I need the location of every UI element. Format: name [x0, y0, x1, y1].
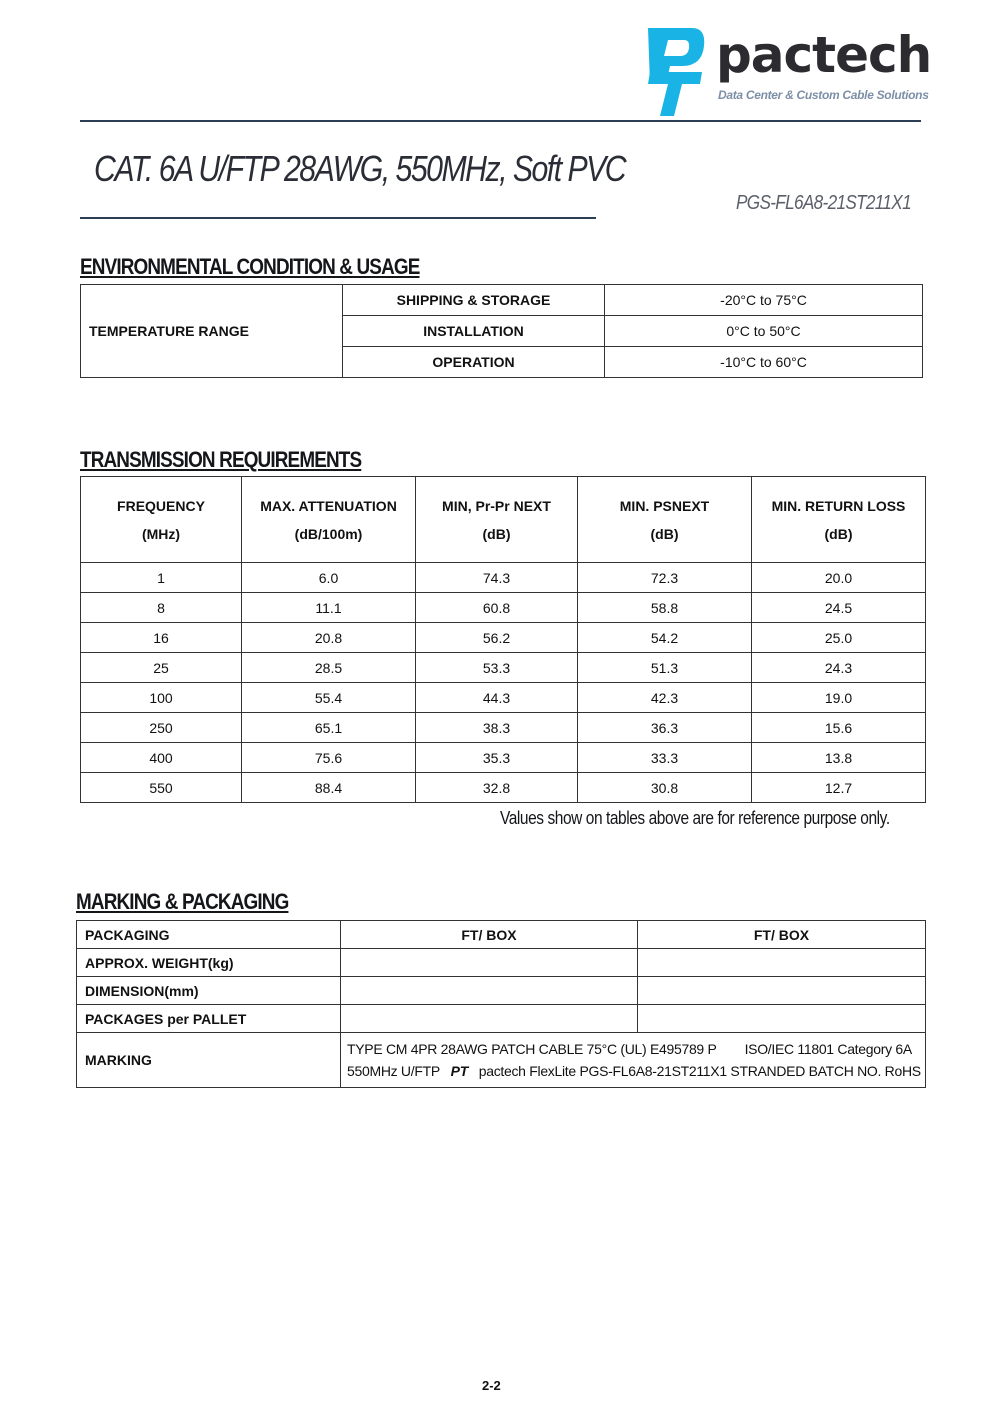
table-row — [81, 773, 926, 803]
packaging-value: FT/ BOX — [341, 921, 638, 949]
table-cell: 30.8 — [578, 773, 752, 803]
table-cell: 55.4 — [242, 683, 416, 713]
column-header: MIN. RETURN LOSS (dB) — [752, 477, 926, 563]
brand-tagline: Data Center & Custom Cable Solutions — [718, 88, 929, 102]
page-number: 2-2 — [482, 1378, 501, 1393]
table-cell: 42.3 — [578, 683, 752, 713]
table-cell: 16 — [81, 623, 242, 653]
table-cell: 58.8 — [578, 593, 752, 623]
packaging-value: FT/ BOX — [638, 921, 926, 949]
pallet-value — [638, 1005, 926, 1033]
env-row-name: INSTALLATION — [343, 316, 605, 347]
reference-note: Values show on tables above are for reference purpose only. — [500, 808, 890, 828]
table-row — [81, 743, 926, 773]
table-row — [81, 593, 926, 623]
column-header: MIN, Pr-Pr NEXT (dB) — [416, 477, 578, 563]
marking-line2b: pactech FlexLite PGS-FL6A8-21ST211X1 STRANDED BATCH NO. RoHS — [478, 1063, 921, 1079]
env-row-value: 0°C to 50°C — [605, 316, 923, 347]
table-cell: 550 — [81, 773, 242, 803]
dimension-value — [341, 977, 638, 1005]
table-cell: 250 — [81, 713, 242, 743]
table-cell: 36.3 — [578, 713, 752, 743]
part-number: PGS-FL6A8-21ST211X1 — [736, 192, 911, 214]
table-cell: 75.6 — [242, 743, 416, 773]
env-row-name: SHIPPING & STORAGE — [343, 285, 605, 316]
table-row — [77, 921, 926, 949]
table-row — [81, 623, 926, 653]
transmission-heading: TRANSMISSION REQUIREMENTS — [80, 447, 362, 472]
brand-name: pactech — [716, 26, 932, 84]
table-row — [77, 977, 926, 1005]
weight-value — [638, 949, 926, 977]
table-cell: 60.8 — [416, 593, 578, 623]
table-cell: 88.4 — [242, 773, 416, 803]
marking-line2a: 550MHz U/FTP — [347, 1063, 440, 1079]
table-row — [77, 1033, 926, 1088]
table-cell: 38.3 — [416, 713, 578, 743]
marking-table — [76, 920, 926, 1088]
table-cell: 1 — [81, 563, 242, 593]
table-cell: 12.7 — [752, 773, 926, 803]
column-header: FREQUENCY (MHz) — [81, 477, 242, 563]
table-row — [77, 1005, 926, 1033]
table-cell: 72.3 — [578, 563, 752, 593]
table-header-row — [81, 477, 926, 563]
marking-label: MARKING — [77, 1033, 341, 1088]
env-row-value: -20°C to 75°C — [605, 285, 923, 316]
table-cell: 100 — [81, 683, 242, 713]
marking-heading: MARKING & PACKAGING — [76, 889, 289, 914]
packaging-label: PACKAGING — [77, 921, 341, 949]
pallet-value — [341, 1005, 638, 1033]
table-row — [81, 713, 926, 743]
table-row — [81, 653, 926, 683]
table-cell: 13.8 — [752, 743, 926, 773]
table-cell: 35.3 — [416, 743, 578, 773]
pt-logo-icon — [640, 24, 710, 120]
header-rule — [80, 120, 921, 122]
env-row-value: -10°C to 60°C — [605, 347, 923, 378]
table-cell: 24.3 — [752, 653, 926, 683]
marking-text — [341, 1033, 926, 1088]
env-row-name: OPERATION — [343, 347, 605, 378]
table-cell: 8 — [81, 593, 242, 623]
table-cell: 53.3 — [416, 653, 578, 683]
table-cell: 33.3 — [578, 743, 752, 773]
title-underline — [80, 217, 596, 219]
table-cell: 24.5 — [752, 593, 926, 623]
table-row — [81, 683, 926, 713]
environmental-heading: ENVIRONMENTAL CONDITION & USAGE — [80, 254, 420, 279]
table-cell: 25 — [81, 653, 242, 683]
weight-label: APPROX. WEIGHT(kg) — [77, 949, 341, 977]
table-cell: 15.6 — [752, 713, 926, 743]
table-row — [77, 949, 926, 977]
dimension-value — [638, 977, 926, 1005]
table-cell: 65.1 — [242, 713, 416, 743]
brand-logo — [640, 24, 930, 124]
page-title: CAT. 6A U/FTP 28AWG, 550MHz, Soft PVC — [94, 148, 626, 189]
table-cell: 44.3 — [416, 683, 578, 713]
table-cell: 20.8 — [242, 623, 416, 653]
dimension-label: DIMENSION(mm) — [77, 977, 341, 1005]
table-cell: 20.0 — [752, 563, 926, 593]
column-header: MIN. PSNEXT (dB) — [578, 477, 752, 563]
pallet-label: PACKAGES per PALLET — [77, 1005, 341, 1033]
environmental-table — [80, 284, 923, 378]
column-header: MAX. ATTENUATION (dB/100m) — [242, 477, 416, 563]
marking-pt-mark: PT — [450, 1063, 468, 1079]
table-cell: 6.0 — [242, 563, 416, 593]
temperature-range-label: TEMPERATURE RANGE — [81, 285, 343, 378]
table-row — [81, 285, 923, 316]
table-row — [81, 563, 926, 593]
table-cell: 51.3 — [578, 653, 752, 683]
table-cell: 54.2 — [578, 623, 752, 653]
table-cell: 28.5 — [242, 653, 416, 683]
table-cell: 11.1 — [242, 593, 416, 623]
table-cell: 56.2 — [416, 623, 578, 653]
marking-line1b: ISO/IEC 11801 Category 6A — [744, 1041, 912, 1057]
table-cell: 32.8 — [416, 773, 578, 803]
table-cell: 400 — [81, 743, 242, 773]
table-cell: 25.0 — [752, 623, 926, 653]
table-cell: 19.0 — [752, 683, 926, 713]
transmission-table — [80, 476, 926, 803]
marking-line1a: TYPE CM 4PR 28AWG PATCH CABLE 75°C (UL) E495789 P — [347, 1041, 717, 1057]
table-cell: 74.3 — [416, 563, 578, 593]
weight-value — [341, 949, 638, 977]
